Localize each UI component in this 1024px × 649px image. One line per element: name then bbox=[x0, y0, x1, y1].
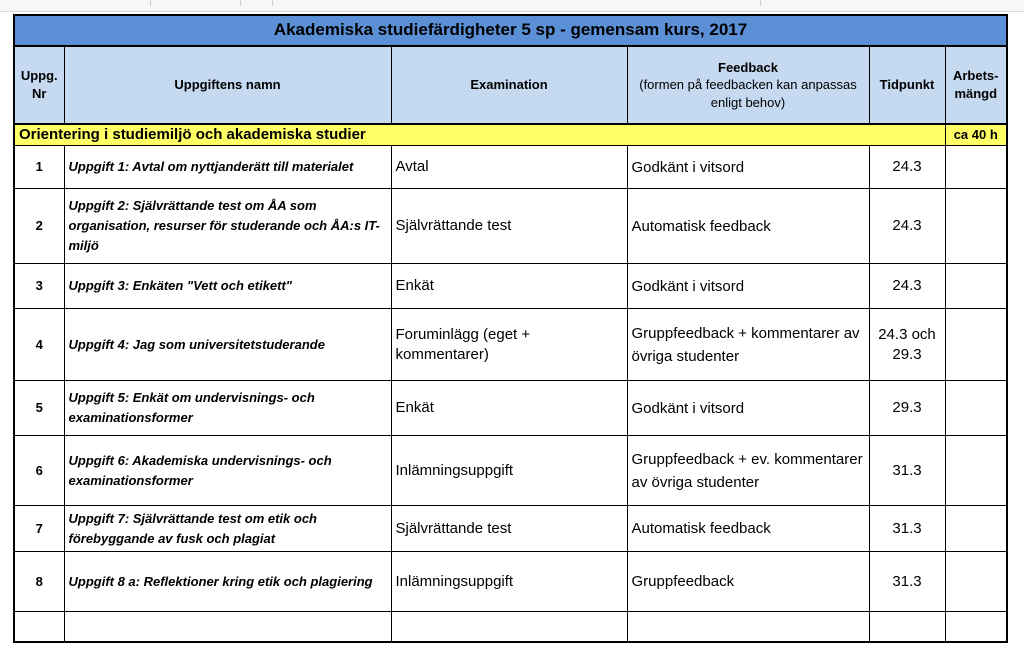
toolbar-divider bbox=[240, 0, 241, 6]
task-feedback: Godkänt i vitsord bbox=[627, 381, 869, 436]
table-row-empty bbox=[14, 612, 1007, 642]
toolbar-strip bbox=[0, 0, 1024, 12]
task-name: Uppgift 6: Akademiska undervisnings- och examinationsformer bbox=[64, 436, 391, 506]
task-number: 4 bbox=[14, 309, 64, 381]
task-feedback: Godkänt i vitsord bbox=[627, 146, 869, 189]
header-name: Uppgiftens namn bbox=[64, 46, 391, 124]
empty-cell bbox=[391, 612, 627, 642]
task-feedback: Automatisk feedback bbox=[627, 189, 869, 264]
task-name: Uppgift 2: Självrättande test om ÅA som organisation, resurser för studerande och ÅA:s IT-miljö bbox=[64, 189, 391, 264]
task-time: 31.3 bbox=[869, 506, 945, 552]
table-row bbox=[14, 189, 1007, 264]
section-row bbox=[14, 124, 1007, 146]
task-examination: Foruminlägg (eget + kommentarer) bbox=[391, 309, 627, 381]
task-examination: Enkät bbox=[391, 264, 627, 309]
task-workload bbox=[945, 189, 1007, 264]
task-name: Uppgift 8 a: Reflektioner kring etik och plagiering bbox=[64, 552, 391, 612]
table-row bbox=[14, 146, 1007, 189]
header-workload: Arbets-mängd bbox=[945, 46, 1007, 124]
table-row bbox=[14, 506, 1007, 552]
toolbar-divider bbox=[760, 0, 761, 6]
header-nr: Uppg. Nr bbox=[14, 46, 64, 124]
task-workload bbox=[945, 506, 1007, 552]
empty-cell bbox=[869, 612, 945, 642]
task-number: 2 bbox=[14, 189, 64, 264]
task-workload bbox=[945, 552, 1007, 612]
task-time: 24.3 bbox=[869, 189, 945, 264]
task-name: Uppgift 4: Jag som universitetstuderande bbox=[64, 309, 391, 381]
table-row bbox=[14, 381, 1007, 436]
task-name: Uppgift 1: Avtal om nyttjanderätt till materialet bbox=[64, 146, 391, 189]
task-time: 24.3 bbox=[869, 146, 945, 189]
task-workload bbox=[945, 436, 1007, 506]
task-feedback: Automatisk feedback bbox=[627, 506, 869, 552]
title-row bbox=[14, 15, 1007, 46]
task-workload bbox=[945, 264, 1007, 309]
task-workload bbox=[945, 146, 1007, 189]
toolbar-divider bbox=[150, 0, 151, 6]
task-workload bbox=[945, 309, 1007, 381]
task-feedback: Gruppfeedback + ev. kommentarer av övriga studenter bbox=[627, 436, 869, 506]
task-time: 31.3 bbox=[869, 552, 945, 612]
task-examination: Inlämningsuppgift bbox=[391, 552, 627, 612]
task-feedback: Gruppfeedback bbox=[627, 552, 869, 612]
task-name: Uppgift 3: Enkäten "Vett och etikett" bbox=[64, 264, 391, 309]
task-feedback: Gruppfeedback + kommentarer av övriga studenter bbox=[627, 309, 869, 381]
task-number: 7 bbox=[14, 506, 64, 552]
task-number: 3 bbox=[14, 264, 64, 309]
table-title: Akademiska studiefärdigheter 5 sp - gemensam kurs, 2017 bbox=[14, 15, 1007, 46]
header-row bbox=[14, 46, 1007, 124]
task-examination: Enkät bbox=[391, 381, 627, 436]
empty-cell bbox=[64, 612, 391, 642]
task-time: 31.3 bbox=[869, 436, 945, 506]
table-row bbox=[14, 552, 1007, 612]
header-feedback-note: (formen på feedbacken kan anpassas enligt behov) bbox=[639, 77, 857, 110]
section-hours: ca 40 h bbox=[945, 124, 1007, 146]
task-examination: Avtal bbox=[391, 146, 627, 189]
task-name: Uppgift 5: Enkät om undervisnings- och examinationsformer bbox=[64, 381, 391, 436]
task-workload bbox=[945, 381, 1007, 436]
header-feedback-label: Feedback bbox=[718, 59, 778, 75]
header-time: Tidpunkt bbox=[869, 46, 945, 124]
toolbar-divider bbox=[272, 0, 273, 6]
task-rows bbox=[14, 146, 1007, 642]
header-examination: Examination bbox=[391, 46, 627, 124]
empty-cell bbox=[945, 612, 1007, 642]
header-feedback bbox=[627, 46, 869, 124]
task-time: 24.3 bbox=[869, 264, 945, 309]
task-time: 29.3 bbox=[869, 381, 945, 436]
task-number: 5 bbox=[14, 381, 64, 436]
task-number: 8 bbox=[14, 552, 64, 612]
empty-cell bbox=[14, 612, 64, 642]
table-row bbox=[14, 436, 1007, 506]
task-examination: Inlämningsuppgift bbox=[391, 436, 627, 506]
section-label: Orientering i studiemiljö och akademiska studier bbox=[14, 124, 945, 146]
task-time: 24.3 och 29.3 bbox=[869, 309, 945, 381]
course-table bbox=[13, 14, 1008, 643]
empty-cell bbox=[627, 612, 869, 642]
table-row bbox=[14, 309, 1007, 381]
table-row bbox=[14, 264, 1007, 309]
task-name: Uppgift 7: Självrättande test om etik och förebyggande av fusk och plagiat bbox=[64, 506, 391, 552]
task-number: 1 bbox=[14, 146, 64, 189]
task-examination: Självrättande test bbox=[391, 189, 627, 264]
task-number: 6 bbox=[14, 436, 64, 506]
task-feedback: Godkänt i vitsord bbox=[627, 264, 869, 309]
task-examination: Självrättande test bbox=[391, 506, 627, 552]
